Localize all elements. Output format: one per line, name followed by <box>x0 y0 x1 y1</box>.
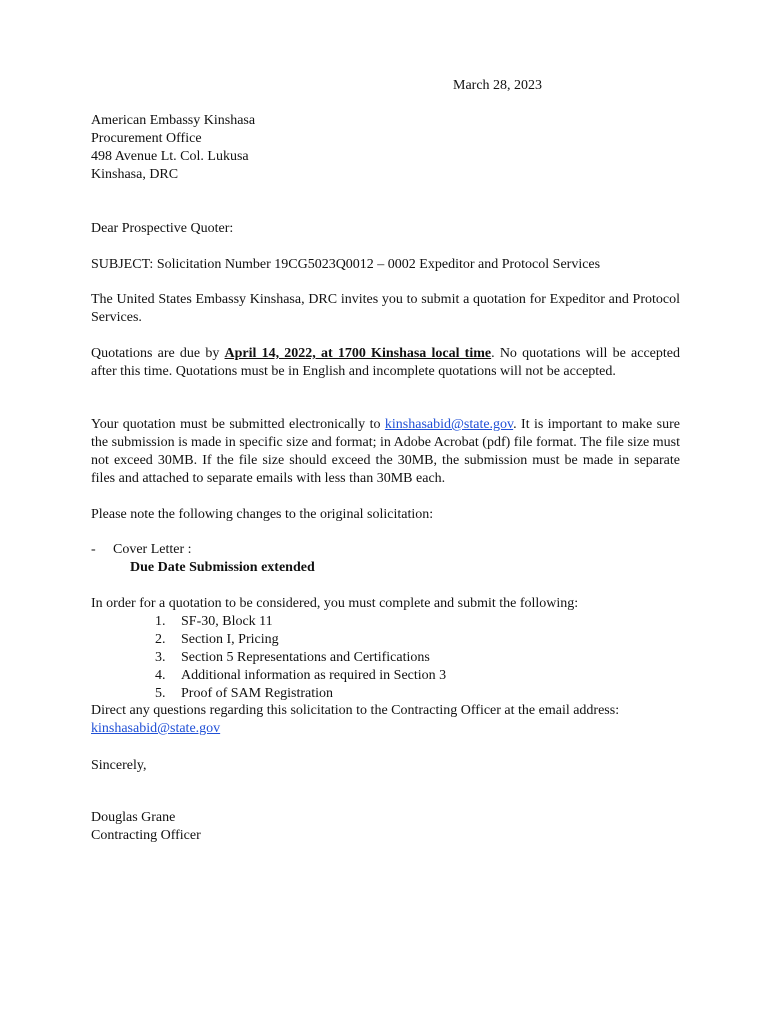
changes-paragraph: Please note the following changes to the original solicitation: <box>91 507 434 522</box>
submission-text-before: Your quotation must be submitted electronically to <box>91 417 385 432</box>
list-item <box>155 613 446 631</box>
cover-letter-label: Cover Letter : <box>113 542 192 557</box>
contact-text: Direct any questions regarding this solicitation to the Contracting Officer at the email address: <box>91 703 620 718</box>
address-line: Kinshasa, DRC <box>91 167 179 182</box>
list-item <box>155 685 446 703</box>
submission-paragraph <box>91 416 680 488</box>
address-line: 498 Avenue Lt. Col. Lukusa <box>91 149 249 164</box>
letter-date: March 28, 2023 <box>453 78 543 93</box>
list-number: 2. <box>155 632 166 647</box>
list-text: Additional information as required in Section 3 <box>181 668 447 683</box>
list-text: Section I, Pricing <box>181 632 279 647</box>
address-line: Procurement Office <box>91 131 202 146</box>
due-date-extended: Due Date Submission extended <box>130 560 315 575</box>
signature-block <box>91 809 201 845</box>
invitation-paragraph: The United States Embassy Kinshasa, DRC invites you to submit a quotation for Expeditor and Protocol Services. <box>91 292 680 325</box>
list-number: 3. <box>155 650 166 665</box>
contact-paragraph <box>91 702 680 738</box>
list-text: Proof of SAM Registration <box>181 686 334 701</box>
list-number: 5. <box>155 686 166 701</box>
requirements-intro: In order for a quotation to be considered, you must complete and submit the following: <box>91 596 579 611</box>
email-link[interactable]: kinshasabid@state.gov <box>384 417 514 432</box>
list-item <box>155 649 446 667</box>
closing: Sincerely, <box>91 758 147 773</box>
recipient-address <box>91 112 255 184</box>
contact-email-link[interactable]: kinshasabid@state.gov <box>91 721 221 736</box>
signer-title: Contracting Officer <box>91 828 201 843</box>
list-text: Section 5 Representations and Certifications <box>181 650 430 665</box>
list-item <box>155 667 446 685</box>
signer-name: Douglas Grane <box>91 810 176 825</box>
requirements-list <box>155 613 446 703</box>
salutation: Dear Prospective Quoter: <box>91 221 234 236</box>
bullet-dash: - <box>91 542 96 557</box>
list-number: 4. <box>155 668 166 683</box>
list-text: SF-30, Block 11 <box>181 614 273 629</box>
submission-text-after: . It is important to make sure the submission is made in specific size and format; in Adobe Acrobat (pdf) file format. The file size must not exceed 30MB. If the file size should exceed the 30MB, the submission must be made in separate files and attached to separate emails with less than 30MB each. <box>91 417 680 486</box>
list-item <box>155 631 446 649</box>
due-date: April 14, 2022, at 1700 Kinshasa local time <box>224 346 492 361</box>
due-text-after: . No quotations will be accepted after this time. Quotations must be in English and incomplete quotations will not be accepted. <box>91 346 680 379</box>
list-number: 1. <box>155 614 166 629</box>
subject-line: SUBJECT: Solicitation Number 19CG5023Q0012 – 0002 Expeditor and Protocol Services <box>91 257 601 272</box>
due-date-paragraph <box>91 345 680 381</box>
address-line: American Embassy Kinshasa <box>91 113 256 128</box>
due-text-before: Quotations are due by <box>91 346 225 361</box>
cover-letter-item <box>91 541 192 559</box>
